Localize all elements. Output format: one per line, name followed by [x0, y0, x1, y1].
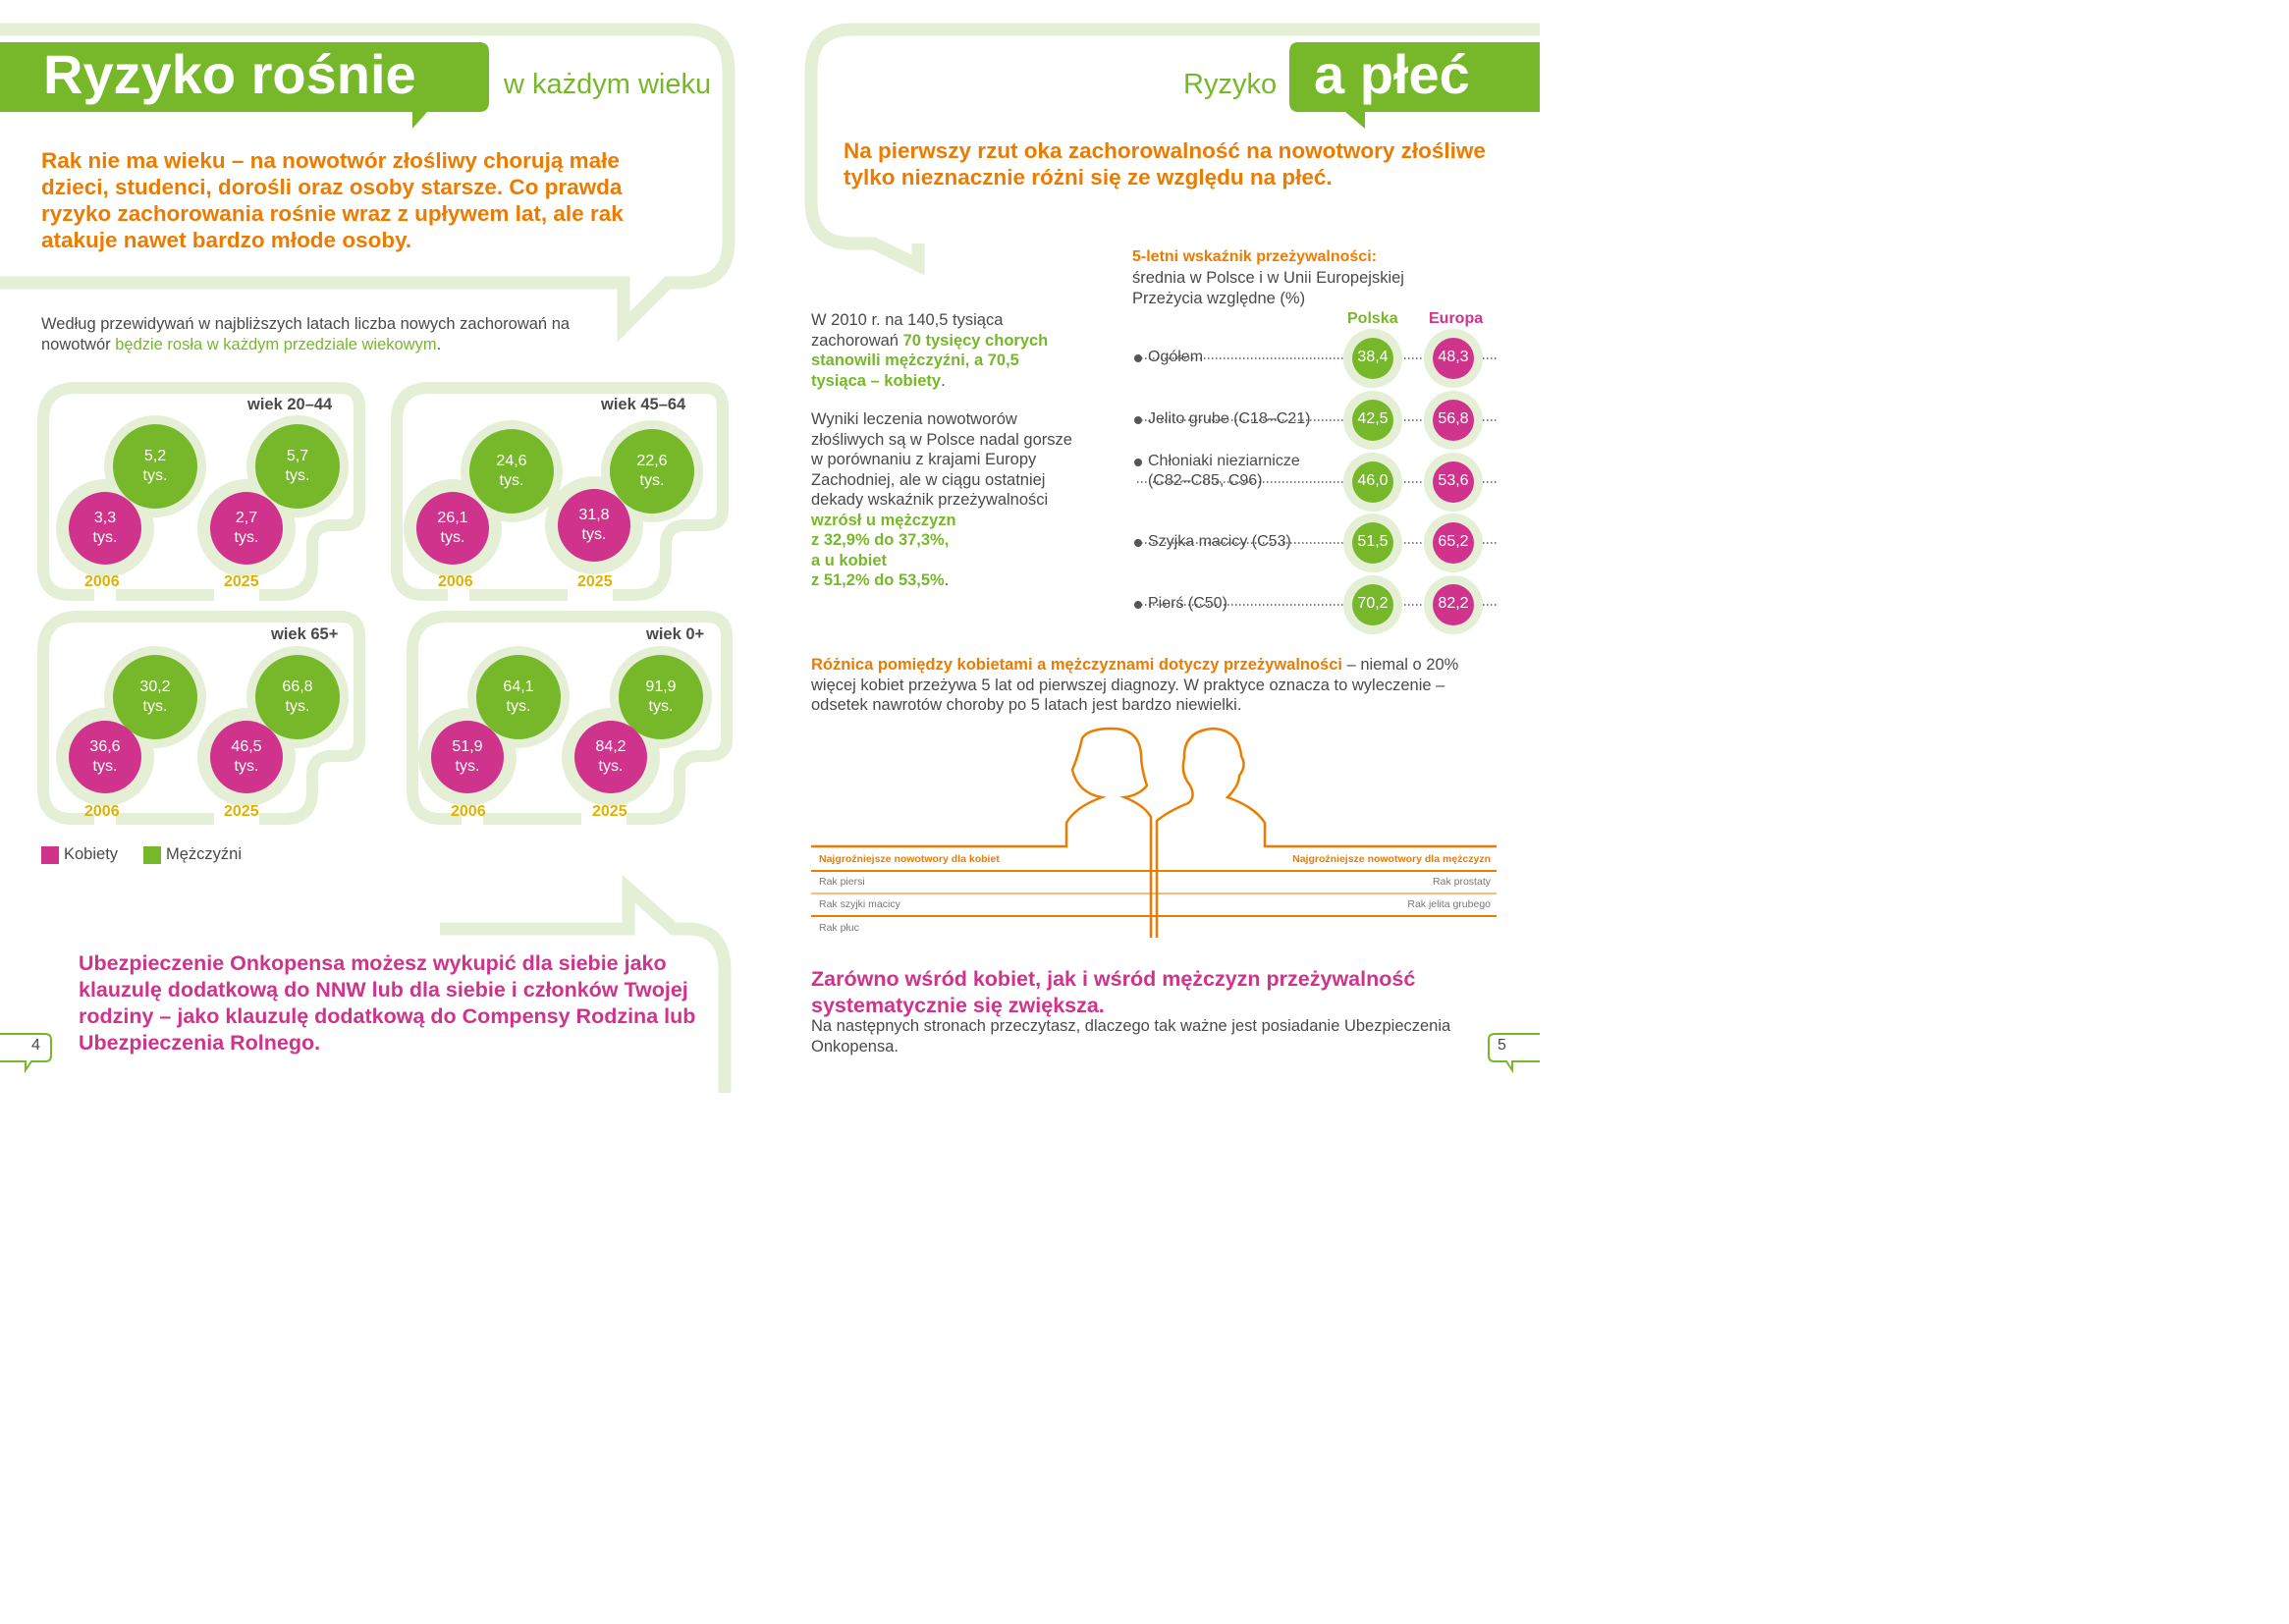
p1-green-2: a 70,5 tysiąca – kobiety [811, 352, 1019, 390]
survival-row-label: Ogółem [1148, 349, 1204, 365]
p2-green-3: a u kobiet [811, 551, 888, 569]
intro-green: będzie rosła w każdym przedziale wiekowym [115, 335, 437, 353]
right-lead-text: Na pierwszy rzut oka zachorowalność na nowotwory złośliwe tylko nieznacznie różni się ze względu na płeć. [844, 138, 1486, 189]
bubble-unit: tys. [499, 472, 524, 489]
page-number-left: 4 [31, 1037, 40, 1054]
survival-row-label: Jelito grube (C18–C21) [1148, 410, 1311, 427]
bubble-number: 5,2 [143, 448, 167, 464]
bubble-unit: tys. [285, 467, 310, 484]
bubble-unit: tys. [234, 758, 259, 775]
intro-plain: Według przewidywań w najbliższych latach liczba nowych zachorowań na nowotwór [41, 315, 571, 353]
bubble-number: 3,3 [93, 510, 117, 526]
polska-value: 70,2 [1357, 595, 1389, 612]
survival-row-label-line2: (C82–C85, C96) [1148, 472, 1263, 489]
difference-paragraph [811, 655, 1489, 716]
page-number-right: 5 [1498, 1037, 1506, 1054]
polska-value: 38,4 [1357, 349, 1389, 365]
bubble-number: 91,9 [645, 678, 677, 695]
year-2025-label: 2025 [224, 803, 259, 820]
bubble-number: 24,6 [496, 453, 527, 469]
bubble-unit: tys. [598, 758, 624, 775]
right-footer-text: Na następnych stronach przeczytasz, dlaczego tak ważne jest posiadanie Ubezpieczenia Onkopensa. [811, 1017, 1451, 1056]
women-cancer-2: Rak szyjki macicy [819, 898, 900, 910]
bubble-unit: tys. [648, 698, 674, 715]
left-page-subtitle: w każdym wieku [504, 69, 712, 100]
row-bullet [1134, 416, 1142, 424]
bubble-unit: tys. [455, 758, 480, 775]
bubble-number: 66,8 [282, 678, 313, 695]
bubble-number: 46,5 [231, 738, 262, 755]
right-page-title: a płeć [1314, 43, 1470, 105]
survival-row-label: Pierś (C50) [1148, 595, 1227, 612]
polska-value: 51,5 [1357, 533, 1389, 550]
row-bullet [1134, 459, 1142, 466]
year-2025-label: 2025 [577, 573, 613, 590]
europa-value: 65,2 [1438, 533, 1469, 550]
polska-value: 46,0 [1357, 472, 1389, 489]
year-2025-label: 2025 [224, 573, 259, 590]
bubble-number: 26,1 [437, 510, 468, 526]
bubble-number: 30,2 [139, 678, 171, 695]
age-group-label: wiek 0+ [646, 625, 705, 643]
p2-green-2: z 32,9% do 37,3%, [811, 531, 950, 549]
year-2025-label: 2025 [592, 803, 627, 820]
bubble-number: 22,6 [636, 453, 668, 469]
bubble-number: 64,1 [503, 678, 534, 695]
men-cancer-1: Rak prostaty [1433, 876, 1491, 888]
column-header-europa: Europa [1429, 310, 1484, 327]
year-2006-label: 2006 [84, 803, 120, 820]
bubble-number: 31,8 [578, 507, 610, 523]
table-women-header: Najgroźniejsze nowotwory dla kobiet [819, 853, 1000, 865]
row-bullet [1134, 539, 1142, 547]
bubble-unit: tys. [92, 758, 118, 775]
left-lead-text: Rak nie ma wieku – na nowotwór złośliwy chorują małe dzieci, studenci, dorośli oraz osoby starsze. Co prawda ryzyko zachorowania rośnie wraz z upływem lat, ale rak atakuje nawet bardzo młode osoby. [41, 148, 624, 252]
right-page-subtitle: Ryzyko [1183, 69, 1278, 100]
bubble-unit: tys. [285, 698, 310, 715]
legend-women-label: Kobiety [64, 845, 119, 863]
bubble-unit: tys. [234, 529, 259, 546]
bubble-number: 51,9 [452, 738, 483, 755]
p1-end: . [941, 371, 946, 390]
left-footer-text: Ubezpieczenie Onkopensa możesz wykupić dla siebie jako klauzulę dodatkową do NNW lub dla siebie i członków Twojej rodziny – jako klauzulę dodatkową do Compensy Rodzina lub Ubezpieczenia Rolnego. [79, 951, 696, 1055]
year-2006-label: 2006 [451, 803, 486, 820]
europa-value: 48,3 [1438, 349, 1469, 365]
polska-value: 42,5 [1357, 410, 1389, 427]
survival-subtitle-2: Przeżycia względne (%) [1132, 290, 1306, 307]
right-footer-highlight: Zarówno wśród kobiet, jak i wśród mężczyzn przeżywalność systematycznie się zwiększa. [811, 967, 1416, 1017]
p2-green-4: z 51,2% do 53,5% [811, 571, 945, 589]
intro-end: . [436, 335, 442, 353]
bubble-number: 5,7 [286, 448, 309, 464]
p2-end: . [944, 571, 950, 589]
table-men-header: Najgroźniejsze nowotwory dla mężczyzn [1292, 853, 1491, 865]
p2-plain: Wyniki leczenia nowotworów złośliwych są w Polsce nadal gorsze w porównaniu z krajami Europy Zachodniej, ale w ciągu ostatniej dekady wskaźnik przeżywalności [811, 410, 1072, 509]
column-header-polska: Polska [1347, 310, 1398, 327]
p1-green-1: 70 tysięcy chorych stanowili mężczyźni, [811, 331, 1049, 369]
year-2006-label: 2006 [84, 573, 120, 590]
difference-rest: – niemal o 20% więcej kobiet przeżywa 5 lat od pierwszej diagnozy. W praktyce oznacza to wyleczenie – odsetek nawrotów choroby po 5 latach jest bardzo niewielki. [811, 656, 1459, 714]
survival-subtitle-1: średnia w Polsce i w Unii Europejskiej [1132, 269, 1404, 287]
women-cancer-3: Rak płuc [819, 922, 859, 934]
bubble-number: 36,6 [89, 738, 121, 755]
bubble-unit: tys. [506, 698, 531, 715]
bubble-unit: tys. [142, 698, 168, 715]
bubble-unit: tys. [440, 529, 465, 546]
legend-men-label: Mężczyźni [166, 845, 243, 863]
bubble-unit: tys. [581, 526, 607, 543]
bubble-unit: tys. [92, 529, 118, 546]
p1-plain: W 2010 r. na 140,5 tysiąca zachorowań [811, 311, 1004, 350]
europa-value: 53,6 [1438, 472, 1469, 489]
age-group-label: wiek 45–64 [601, 396, 686, 413]
age-group-label: wiek 20–44 [247, 396, 333, 413]
women-cancer-1: Rak piersi [819, 876, 865, 888]
survival-row-label: Chłoniaki nieziarnicze [1148, 453, 1300, 469]
row-bullet [1134, 354, 1142, 362]
bubble-number: 2,7 [235, 510, 258, 526]
survival-title: 5-letni wskaźnik przeżywalności: [1132, 248, 1377, 265]
survival-svg [0, 0, 1540, 1093]
bubble-number: 84,2 [595, 738, 627, 755]
difference-orange: Różnica pomiędzy kobietami a mężczyznami dotyczy przeżywalności [811, 656, 1342, 674]
men-cancer-2: Rak jelita grubego [1407, 898, 1491, 910]
europa-value: 56,8 [1438, 410, 1469, 427]
p2-green-1: wzrósł u mężczyzn [811, 511, 956, 529]
left-page-title: Ryzyko rośnie [43, 43, 416, 105]
year-2006-label: 2006 [438, 573, 473, 590]
age-group-label: wiek 65+ [271, 625, 339, 643]
bubble-unit: tys. [639, 472, 665, 489]
row-bullet [1134, 601, 1142, 609]
bubble-unit: tys. [142, 467, 168, 484]
survival-row-label: Szyjka macicy (C53) [1148, 533, 1291, 550]
europa-value: 82,2 [1438, 595, 1469, 612]
